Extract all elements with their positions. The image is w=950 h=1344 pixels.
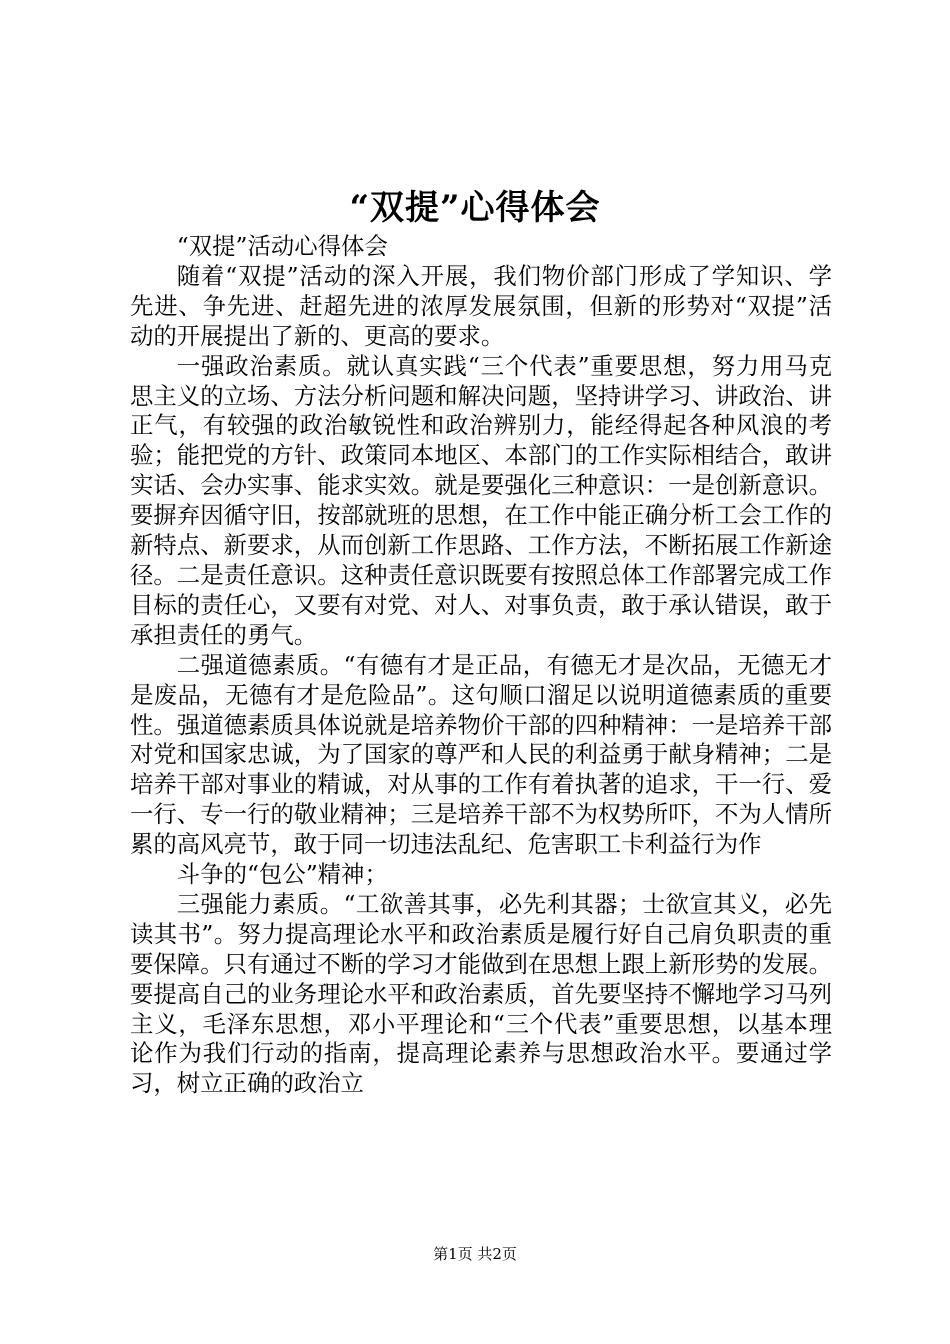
paragraph-ability-quality: 三强能力素质。“工欲善其事，必先利其器；士欲宣其义，必先读其书”。努力提高理论水平和政治素质是履行好自己肩负职责的重要保障。只有通过不断的学习才能做到在思想上跟上新形势的发展。要提高自己的业务理论水平和政治素质，首先要坚持不懈地学习马列主义，毛泽东思想，邓小平理论和“三个代表”重要思想，以基本理论作为我们行动的指南，提高理论素养与思想政治水平。要通过学习，树立正确的政治立 <box>130 889 832 1098</box>
paragraph-struggle-spirit: 斗争的“包公”精神； <box>176 860 388 889</box>
paragraph-moral-quality: 二强道德素质。“有德有才是正品，有德无才是次品，无德无才是废品，无德有才是危险品”。这句顺口溜足以说明道德素质的重要性。强道德素质具体说就是培养物价干部的四种精神：一是培养干部对党和国家忠诚，为了国家的尊严和人民的利益勇于献身精神；二是培养干部对事业的精诚，对从事的工作有着执著的追求，干一行、爱一行、专一行的敬业精神；三是培养干部不为权势所吓，不为人情所累的高风亮节，敢于同一切违法乱纪、危害职工卡利益行为作 <box>130 650 832 859</box>
paragraph-subtitle: “双提”活动心得体会 <box>176 232 388 260</box>
document-title: “双提”心得体会 <box>349 188 601 228</box>
document-body <box>130 232 832 1099</box>
page-footer: 第1页 共2页 <box>433 1245 517 1263</box>
paragraph-intro: 随着“双提”活动的深入开展，我们物价部门形成了学知识、学先进、争先进、赶超先进的浓厚发展氛围，但新的形势对“双提”活动的开展提出了新的、更高的要求。 <box>130 261 832 350</box>
paragraph-political-quality: 一强政治素质。就认真实践“三个代表”重要思想，努力用马克思主义的立场、方法分析问题和解决问题，坚持讲学习、讲政治、讲正气，有较强的政治敏锐性和政治辨别力，能经得起各种风浪的考验；能把党的方针、政策同本地区、本部门的工作实际相结合，敢讲实话、会办实事、能求实效。就是要强化三种意识：一是创新意识。要摒弃因循守旧，按部就班的思想，在工作中能正确分析工会工作的新特点、新要求，从而创新工作思路、工作方法，不断拓展工作新途径。二是责任意识。这种责任意识既要有按照总体工作部署完成工作目标的责任心，又要有对党、对人、对事负责，敢于承认错误，敢于承担责任的勇气。 <box>130 351 832 649</box>
